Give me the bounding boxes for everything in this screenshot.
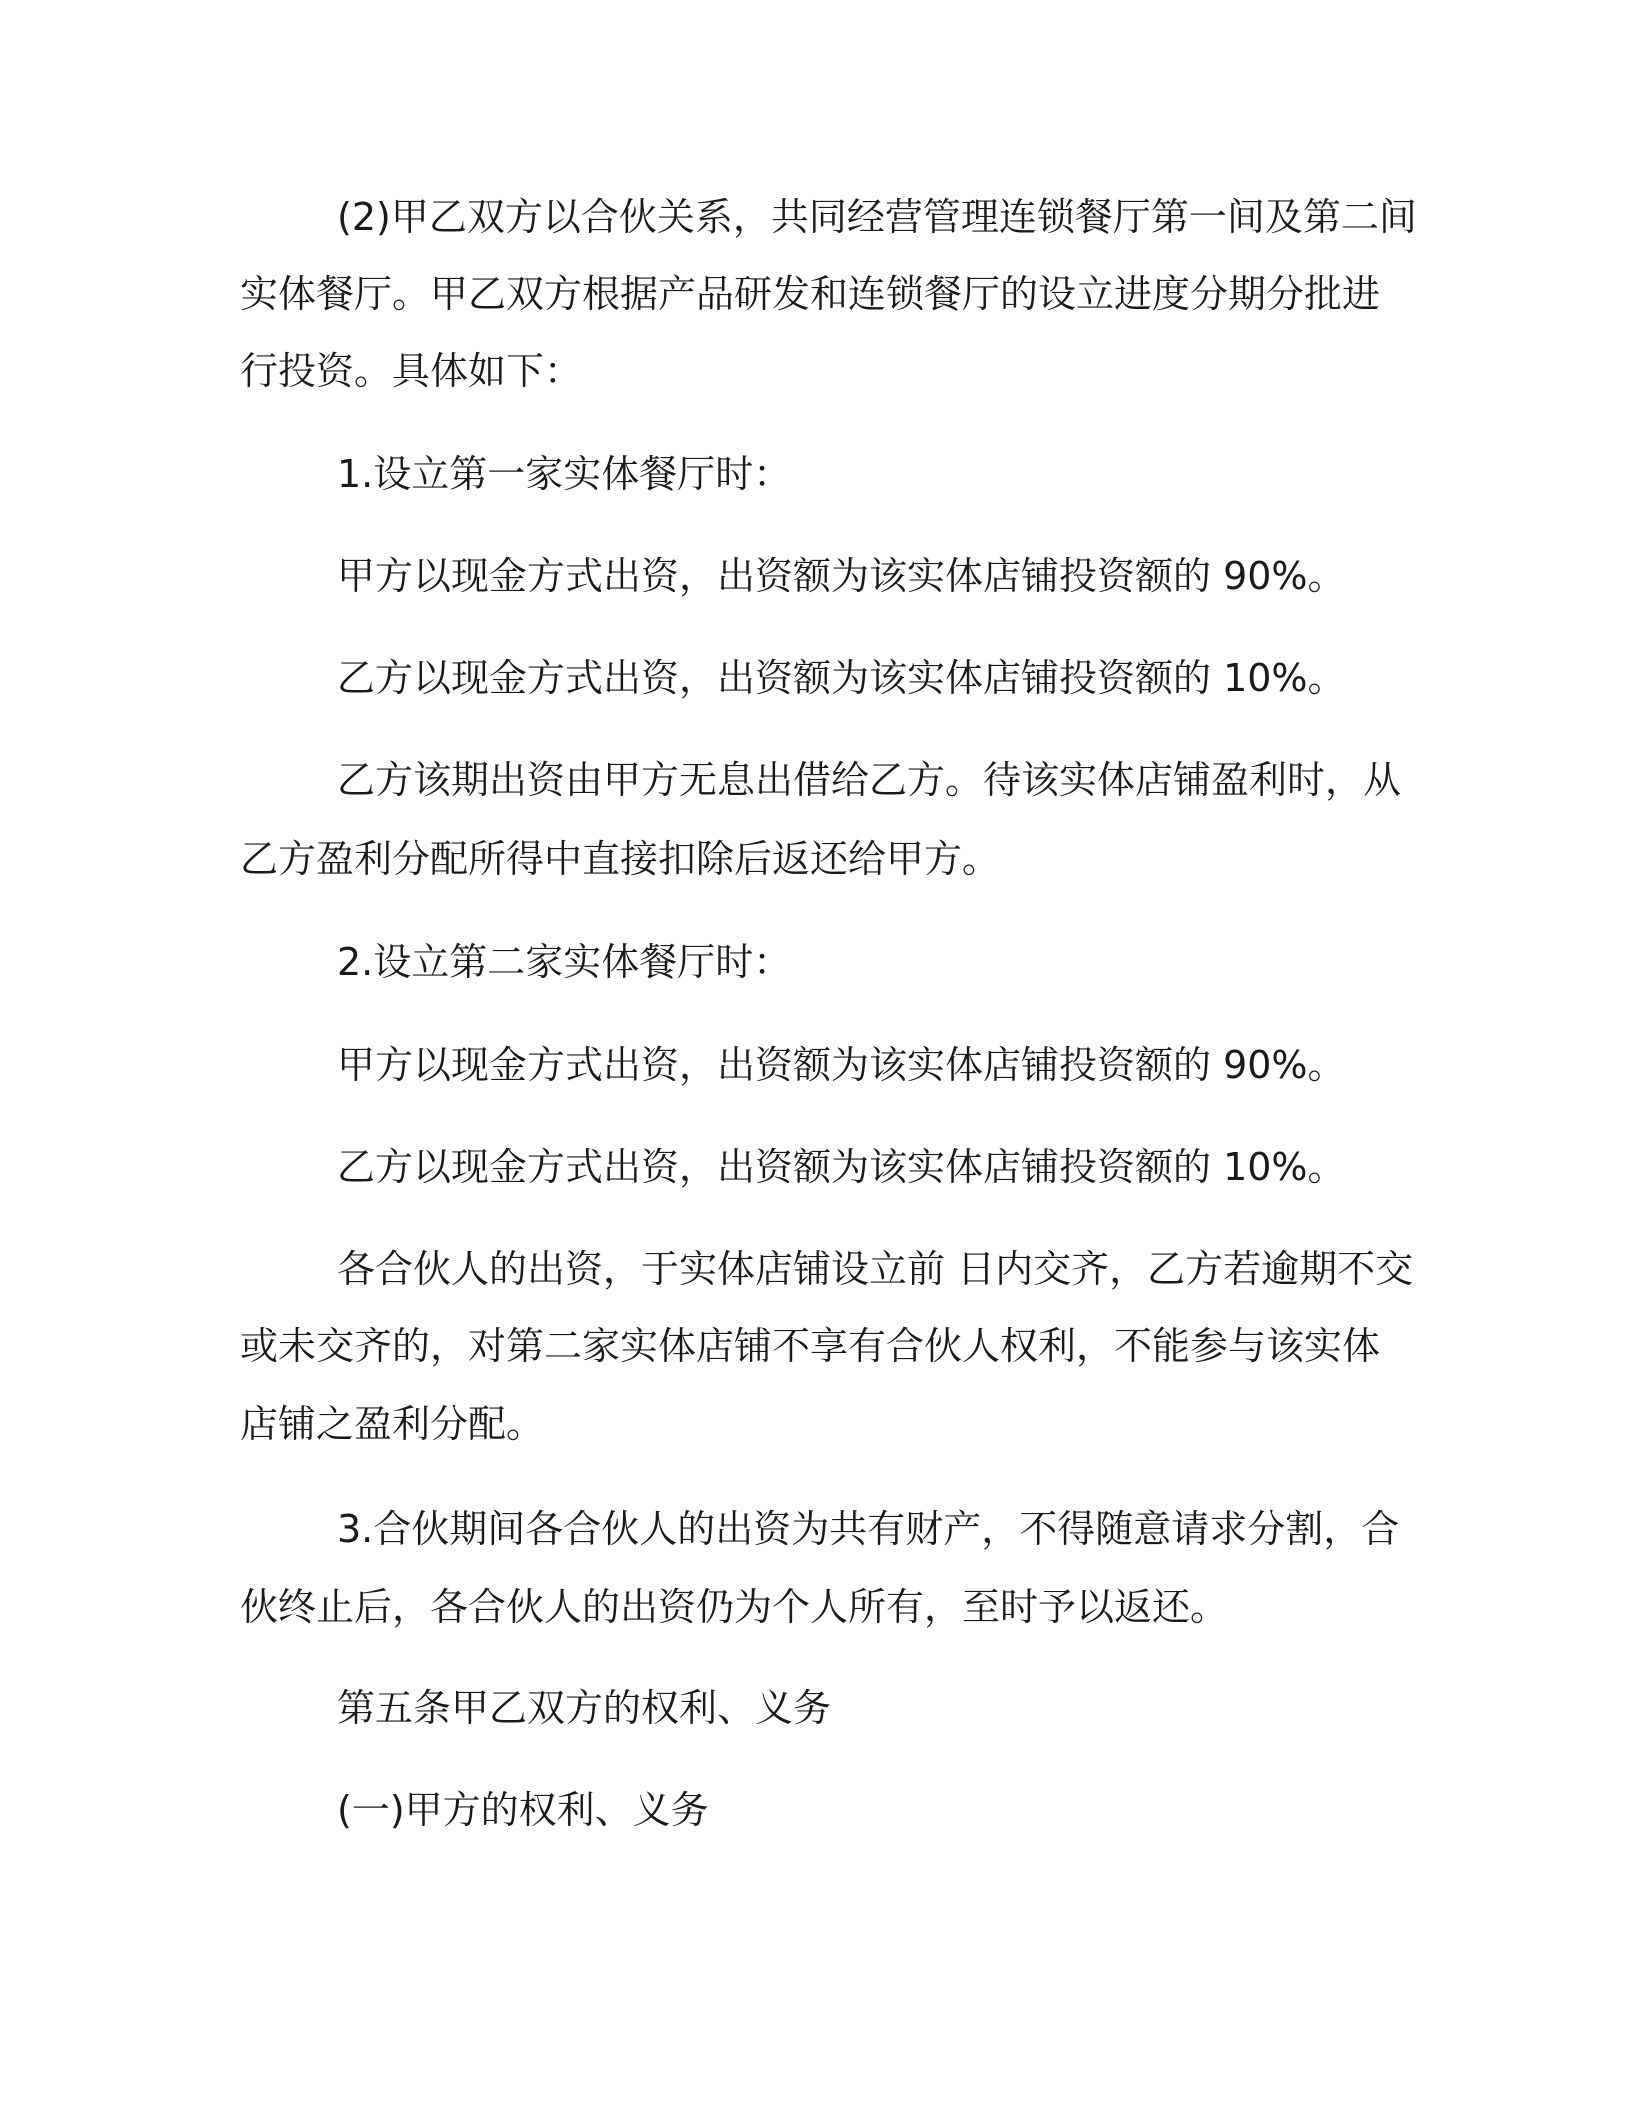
paragraph-line: 店铺之盈利分配。 bbox=[240, 1402, 545, 1446]
paragraph-line: 2.设立第二家实体餐厅时： bbox=[337, 940, 792, 984]
paragraph-line: 3.合伙期间各合伙人的出资为共有财产，不得随意请求分割，合 bbox=[337, 1507, 1400, 1551]
paragraph-line: 1.设立第一家实体餐厅时： bbox=[337, 452, 792, 496]
section-heading: 第五条甲乙双方的权利、义务 bbox=[337, 1686, 832, 1730]
paragraph-line: 乙方以现金方式出资，出资额为该实体店铺投资额的 10%。 bbox=[337, 656, 1346, 700]
paragraph-line: 或未交齐的，对第二家实体店铺不享有合伙人权利，不能参与该实体 bbox=[240, 1324, 1381, 1368]
paragraph-line: 甲方以现金方式出资，出资额为该实体店铺投资额的 90%。 bbox=[337, 1043, 1346, 1087]
paragraph-line: 甲方以现金方式出资，出资额为该实体店铺投资额的 90%。 bbox=[337, 554, 1346, 598]
paragraph-line: 乙方该期出资由甲方无息出借给乙方。待该实体店铺盈利时，从 bbox=[337, 758, 1402, 802]
subsection-heading: (一)甲方的权利、义务 bbox=[337, 1788, 709, 1832]
paragraph-line: 行投资。具体如下： bbox=[240, 349, 583, 393]
paragraph-line: 乙方以现金方式出资，出资额为该实体店铺投资额的 10%。 bbox=[337, 1145, 1346, 1189]
paragraph-line: (2)甲乙双方以合伙关系，共同经营管理连锁餐厅第一间及第二间 bbox=[337, 195, 1417, 239]
paragraph-line: 各合伙人的出资，于实体店铺设立前 日内交齐，乙方若逾期不交 bbox=[337, 1247, 1414, 1291]
paragraph-line: 乙方盈利分配所得中直接扣除后返还给甲方。 bbox=[240, 837, 1001, 881]
paragraph-line: 实体餐厅。甲乙双方根据产品研发和连锁餐厅的设立进度分期分批进 bbox=[240, 272, 1381, 316]
paragraph-line: 伙终止后，各合伙人的出资仍为个人所有，至时予以返还。 bbox=[240, 1585, 1229, 1629]
